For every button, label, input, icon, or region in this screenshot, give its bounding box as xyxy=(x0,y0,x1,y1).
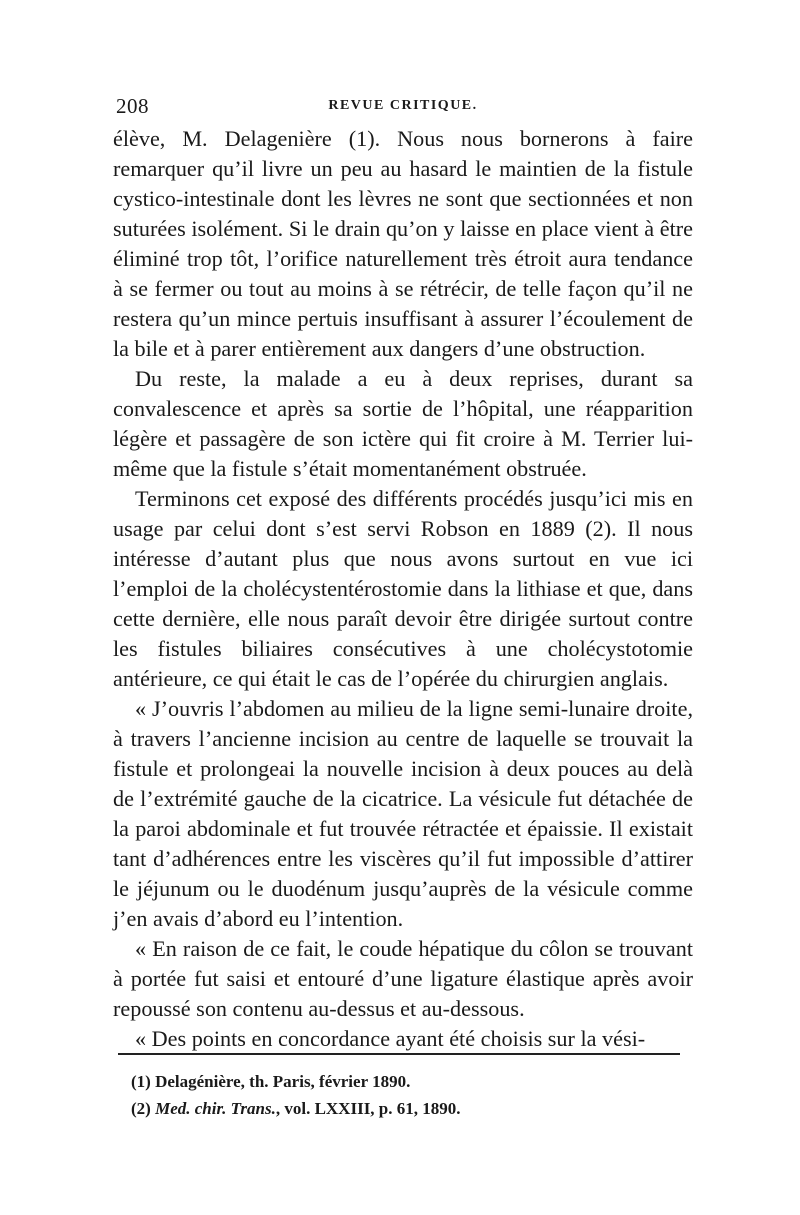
paragraph-continued: élève, M. Delagenière (1). Nous nous bornerons à faire remarquer qu’il livre un peu au hasard le maintien de la fistule cystico-intestinale dont les lèvres ne sont que sectionnées et non suturées isolément. Si le drain qu’on y laisse en place vient à être éliminé trop tôt, l’orifice naturellement très étroit aura tendance à se fermer ou tout au moins à se rétrécir, de telle façon qu’il ne restera qu’un mince pertuis insuffisant à assurer l’écoulement de la bile et à parer entièrement aux dangers d’une obstruction. xyxy=(113,126,693,361)
body-text xyxy=(113,124,693,1054)
footnote-divider xyxy=(118,1053,680,1055)
footnote-marker: (2) xyxy=(131,1099,151,1118)
running-head xyxy=(113,94,693,124)
quoted-paragraph: « En raison de ce fait, le coude hépatique du côlon se trouvant à portée fut saisi et entouré d’une ligature élastique après avoir repoussé son contenu au-dessus et au-dessous. xyxy=(113,936,693,1021)
footnote-marker: (1) xyxy=(131,1072,151,1091)
footnote-2 xyxy=(131,1095,671,1122)
footnote-text: Delagénière, th. Paris, février 1890. xyxy=(155,1072,411,1091)
footnote-source: Med. chir. Trans. xyxy=(155,1099,276,1118)
quoted-paragraph: « J’ouvris l’abdomen au milieu de la ligne semi-lunaire droite, à travers l’ancienne incision au centre de laquelle se trouvait la fistule et prolongeai la nouvelle incision à deux pouces au delà de l’extrémité gauche de la cicatrice. La vésicule fut détachée de la paroi abdominale et fut trouvée rétractée et épaissie. Il existait tant d’adhérences entre les viscères qu’il fut impossible d’attirer le jéjunum ou le duodénum jusqu’auprès de la vésicule comme j’en avais d’abord eu l’intention. xyxy=(113,696,693,931)
footnote-1 xyxy=(131,1068,671,1095)
paragraph: Terminons cet exposé des différents procédés jusqu’ici mis en usage par celui dont s’est servi Robson en 1889 (2). Il nous intéresse d’autant plus que nous avons surtout en vue ici l’emploi de la cholécystentérostomie dans la lithiase et que, dans cette dernière, elle nous paraît devoir être dirigée surtout contre les fistules biliaires consécutives à une cholécystotomie antérieure, ce qui était le cas de l’opérée du chirurgien anglais. xyxy=(113,486,693,691)
paragraph: Du reste, la malade a eu à deux reprises, durant sa convalescence et après sa sortie de l’hôpital, une réapparition légère et passagère de son ictère qui fit croire à M. Terrier lui-même que la fistule s’était momentanément obstruée. xyxy=(113,366,693,481)
running-title: REVUE CRITIQUE. xyxy=(328,98,478,113)
page-number: 208 xyxy=(116,94,149,118)
footnote-text: , vol. LXXIII, p. 61, 1890. xyxy=(275,1099,461,1118)
quoted-paragraph: « Des points en concordance ayant été choisis sur la vési- xyxy=(135,1026,646,1051)
footnotes xyxy=(131,1068,671,1122)
